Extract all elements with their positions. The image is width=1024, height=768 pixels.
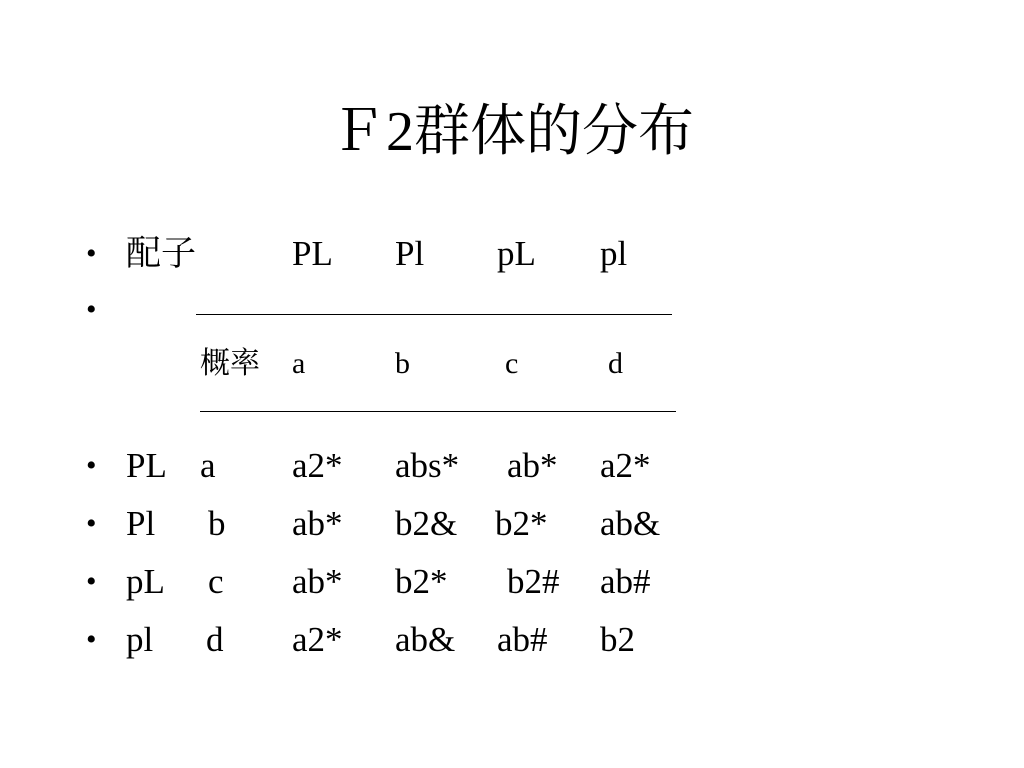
header-col: pl <box>600 234 628 273</box>
header-label: 配子 <box>126 234 197 273</box>
table-cell: ab# <box>497 620 548 659</box>
header-col: PL <box>292 234 333 273</box>
table-cell: b2 <box>600 620 635 659</box>
bullet-point: • <box>86 237 97 270</box>
rule-row <box>0 290 1024 330</box>
probability-col: b <box>395 347 410 380</box>
row-gamete: pl <box>126 620 154 659</box>
probability-col: a <box>292 347 306 380</box>
bullet-point: • <box>86 449 97 482</box>
table-cell: ab# <box>600 562 651 601</box>
probability-col: c <box>505 347 519 380</box>
table-row <box>0 620 1024 660</box>
header-row <box>0 234 1024 274</box>
divider-bottom <box>200 411 676 412</box>
table-cell: b2* <box>395 562 448 601</box>
table-cell: b2* <box>495 504 548 543</box>
table-cell: ab* <box>292 504 343 543</box>
slide-title: Ｆ2群体的分布 <box>330 101 694 163</box>
table-row <box>0 504 1024 544</box>
row-probability: d <box>206 620 224 659</box>
row-probability: b <box>208 504 226 543</box>
probability-row <box>0 344 1024 384</box>
header-col: Pl <box>395 234 425 273</box>
table-cell: a2* <box>292 620 343 659</box>
bullet-point: • <box>86 507 97 540</box>
table-cell: ab* <box>292 562 343 601</box>
table-cell: a2* <box>292 446 343 485</box>
bullet-point: • <box>86 293 97 326</box>
table-row <box>0 562 1024 602</box>
table-cell: abs* <box>395 446 460 485</box>
divider-top <box>196 314 672 315</box>
table-cell: b2& <box>395 504 458 543</box>
row-probability: a <box>200 446 216 485</box>
table-cell: ab& <box>600 504 661 543</box>
table-cell: a2* <box>600 446 651 485</box>
row-probability: c <box>208 562 224 601</box>
row-gamete: Pl <box>126 504 156 543</box>
probability-col: d <box>608 347 623 380</box>
table-row <box>0 446 1024 486</box>
table-cell: ab* <box>507 446 558 485</box>
row-gamete: PL <box>126 446 167 485</box>
row-gamete: pL <box>126 562 165 601</box>
bullet-point: • <box>86 623 97 656</box>
table-cell: ab& <box>395 620 456 659</box>
header-col: pL <box>497 234 536 273</box>
table-cell: b2# <box>507 562 560 601</box>
probability-label: 概率 <box>200 347 260 380</box>
bullet-point: • <box>86 565 97 598</box>
